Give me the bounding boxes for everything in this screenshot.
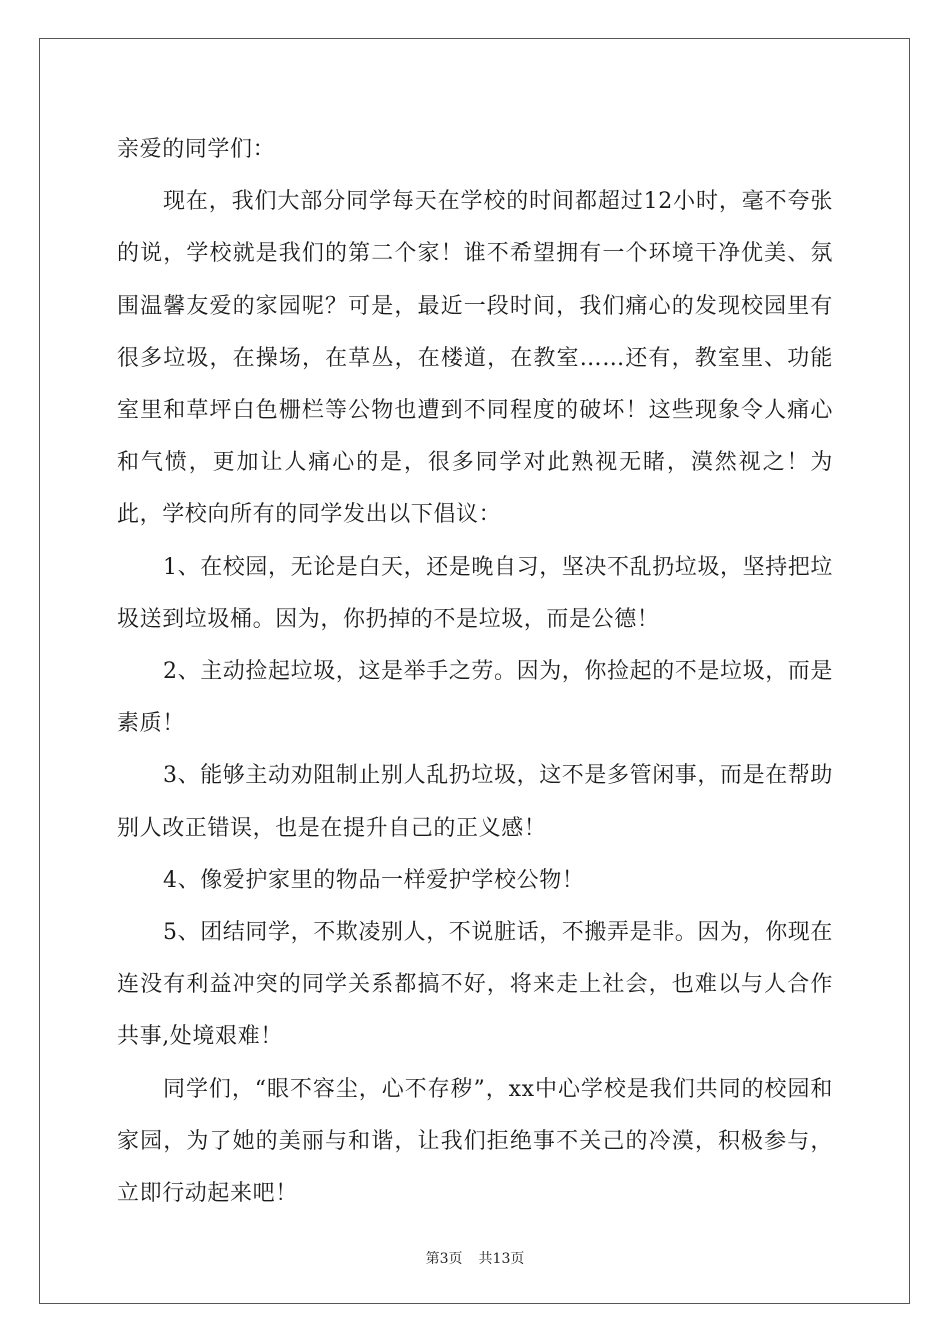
paragraph-item-1: 1、在校园，无论是白天，还是晚自习，坚决不乱扔垃圾，坚持把垃圾送到垃圾桶。因为，你扔掉的不是垃圾，而是公德！ [117,554,833,632]
paragraph-item-3: 3、能够主动劝阻制止别人乱扔垃圾，这不是多管闲事，而是在帮助别人改正错误，也是在提升自己的正义感！ [117,763,833,841]
document-body [117,124,833,1220]
paragraph-item-2: 2、主动捡起垃圾，这是举手之劳。因为，你捡起的不是垃圾，而是素质！ [117,659,833,737]
paragraph-closing: 同学们，“眼不容尘，心不存秽”，xx中心学校是我们共同的校园和家园，为了她的美丽与和谐，让我们拒绝事不关己的冷漠，积极参与，立即行动起来吧！ [117,1076,833,1207]
page-footer [0,1248,950,1268]
salutation: 亲爱的同学们： [117,137,276,162]
page-total: 共13页 [478,1251,525,1267]
paragraph-item-4: 4、像爱护家里的物品一样爱护学校公物！ [163,867,585,893]
paragraph-item-5: 5、团结同学，不欺凌别人，不说脏话，不搬弄是非。因为，你现在连没有利益冲突的同学关系都搞不好，将来走上社会，也难以与人合作共事,处境艰难！ [117,920,833,1050]
page-number: 第3页 [425,1251,463,1267]
paragraph-intro: 现在，我们大部分同学每天在学校的时间都超过12小时，毫不夸张的说，学校就是我们的第二个家！谁不希望拥有一个环境干净优美、氛围温馨友爱的家园呢？可是，最近一段时间，我们痛心的发现校园里有很多垃圾，在操场，在草丛，在楼道，在教室……还有，教室里、功能室里和草坪白色栅栏等公物也遭到不同程度的破坏！这些现象令人痛心和气愤，更加让人痛心的是，很多同学对此熟视无睹，漠然视之！为此，学校向所有的同学发出以下倡议： [117,189,833,528]
